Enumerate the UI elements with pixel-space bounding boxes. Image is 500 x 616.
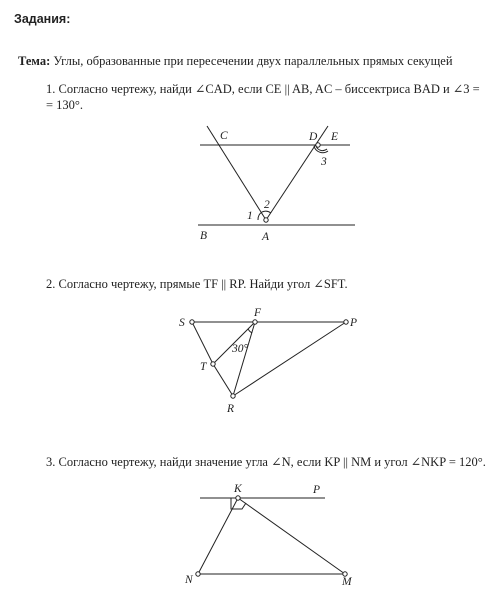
- figure-3: [180, 478, 375, 603]
- label-r: R: [227, 403, 235, 415]
- task-2-text: 2. Согласно чертежу, прямые TF || RP. Найди угол ∠SFT.: [46, 277, 348, 291]
- label-angle-2: 2: [264, 199, 270, 211]
- task-1-text-continued: = 130°.: [46, 98, 84, 112]
- angle-arc-30: [248, 329, 252, 333]
- segment-st: [192, 322, 213, 364]
- point-s: [190, 320, 194, 324]
- label-m: M: [342, 576, 352, 588]
- task-3-text: 3. Согласно чертежу, найди значение угла ∠N, если KP || NM и угол ∠NKP = 120°.: [46, 455, 486, 469]
- angle-arc-2: [262, 211, 271, 213]
- label-p: P: [313, 484, 321, 496]
- topic-label: Тема:: [18, 54, 51, 68]
- segment-tr: [213, 364, 233, 396]
- page-heading: Задания:: [14, 12, 71, 26]
- segment-ac: [207, 126, 266, 220]
- label-d: D: [309, 131, 318, 143]
- point-n: [196, 572, 200, 576]
- point-d: [316, 143, 320, 147]
- label-angle-3: 3: [321, 156, 327, 168]
- label-angle-30: 30°: [232, 343, 249, 355]
- label-t: T: [200, 361, 207, 373]
- topic-text: Углы, образованные при пересечении двух параллельных прямых секущей: [53, 54, 453, 68]
- task-1-text: 1. Согласно чертежу, найди ∠CAD, если CE || AB, AC – биссектриса BAD и ∠3 =: [46, 82, 480, 96]
- label-angle-1: 1: [247, 210, 253, 222]
- label-p: P: [350, 317, 358, 329]
- point-r: [231, 394, 235, 398]
- topic-line: [18, 54, 453, 69]
- label-n: N: [185, 574, 193, 586]
- label-s: S: [179, 317, 185, 329]
- segment-km: [238, 498, 345, 574]
- figure-2: [170, 300, 370, 425]
- label-b: B: [200, 230, 208, 242]
- point-a: [264, 218, 268, 222]
- point-p: [344, 320, 348, 324]
- point-k: [236, 496, 240, 500]
- point-f: [253, 320, 257, 324]
- label-k: K: [234, 483, 242, 495]
- label-a: A: [262, 231, 270, 243]
- segment-rp: [233, 322, 346, 396]
- segment-ad: [266, 126, 328, 220]
- label-f: F: [254, 307, 262, 319]
- figure-1: [190, 120, 365, 245]
- label-c: C: [220, 130, 228, 142]
- label-e: E: [331, 131, 339, 143]
- point-t: [211, 362, 215, 366]
